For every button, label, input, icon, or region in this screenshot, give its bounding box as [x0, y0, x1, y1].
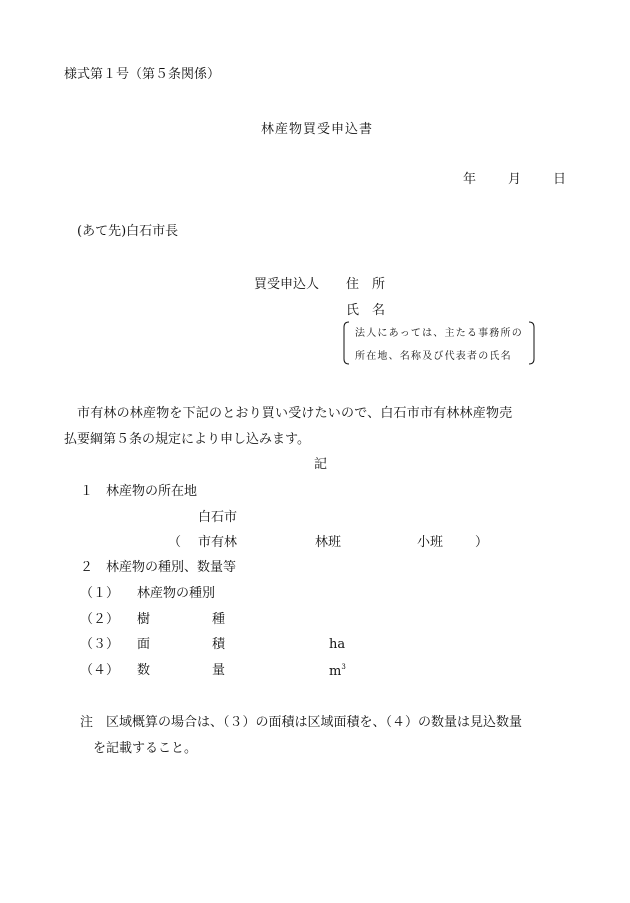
item1-number: １	[80, 484, 94, 499]
note-label: 注	[80, 715, 94, 730]
corporate-note-bracket	[343, 320, 535, 366]
item1-shohan: 小班	[417, 535, 444, 550]
item2-label: 林産物の種別、数量等	[106, 560, 237, 575]
sub3-label-b: 積	[212, 637, 226, 652]
body-line1: 市有林の林産物を下記のとおり買い受けたいので、白石市市有林林産物売	[77, 406, 513, 421]
item1-forest: 市有林	[198, 535, 238, 550]
corporate-note-line2: 所在地、名称及び代表者の氏名	[355, 351, 512, 362]
document-title: 林産物買受申込書	[261, 122, 374, 137]
sub1-number: （１）	[80, 586, 120, 601]
date-day: 日	[553, 172, 567, 187]
note-line1: 区域概算の場合は、（３）の面積は区域面積を、（４）の数量は見込数量	[106, 715, 523, 730]
address-label: 住 所	[346, 277, 386, 292]
date-year: 年	[463, 172, 477, 187]
item1-label: 林産物の所在地	[106, 484, 198, 499]
corporate-note-line1: 法人にあっては、主たる事務所の	[355, 328, 523, 339]
sub2-label-a: 樹	[137, 612, 151, 627]
sub2-number: （２）	[80, 612, 120, 627]
item1-close-paren: ）	[475, 535, 489, 550]
applicant-label: 買受申込人	[254, 277, 320, 292]
sub3-number: （３）	[80, 637, 120, 652]
sub2-label-b: 種	[212, 612, 226, 627]
body-line2: 払要綱第５条の規定により申し込みます。	[64, 432, 310, 447]
note-line2: を記載すること。	[93, 741, 198, 756]
item1-open-paren: （	[168, 535, 182, 550]
sub3-unit: ha	[329, 637, 346, 652]
item1-rinpan: 林班	[315, 535, 342, 550]
sub4-unit-superscript: 3	[341, 663, 346, 671]
sub4-unit	[329, 664, 346, 678]
sub1-label: 林産物の種別	[137, 586, 216, 601]
sub3-label-a: 面	[137, 637, 151, 652]
sub4-unit-base: m	[329, 664, 342, 679]
item2-number: ２	[80, 560, 94, 575]
sub4-label-b: 量	[212, 663, 226, 678]
date-month: 月	[508, 172, 522, 187]
name-label: 氏 名	[346, 303, 386, 318]
sub4-number: （４）	[80, 663, 120, 678]
form-number: 様式第１号（第５条関係）	[64, 67, 221, 82]
item1-city: 白石市	[198, 510, 238, 525]
sub4-label-a: 数	[137, 663, 151, 678]
ki-label: 記	[314, 457, 328, 472]
addressee: (あて先)白石市長	[77, 224, 179, 239]
